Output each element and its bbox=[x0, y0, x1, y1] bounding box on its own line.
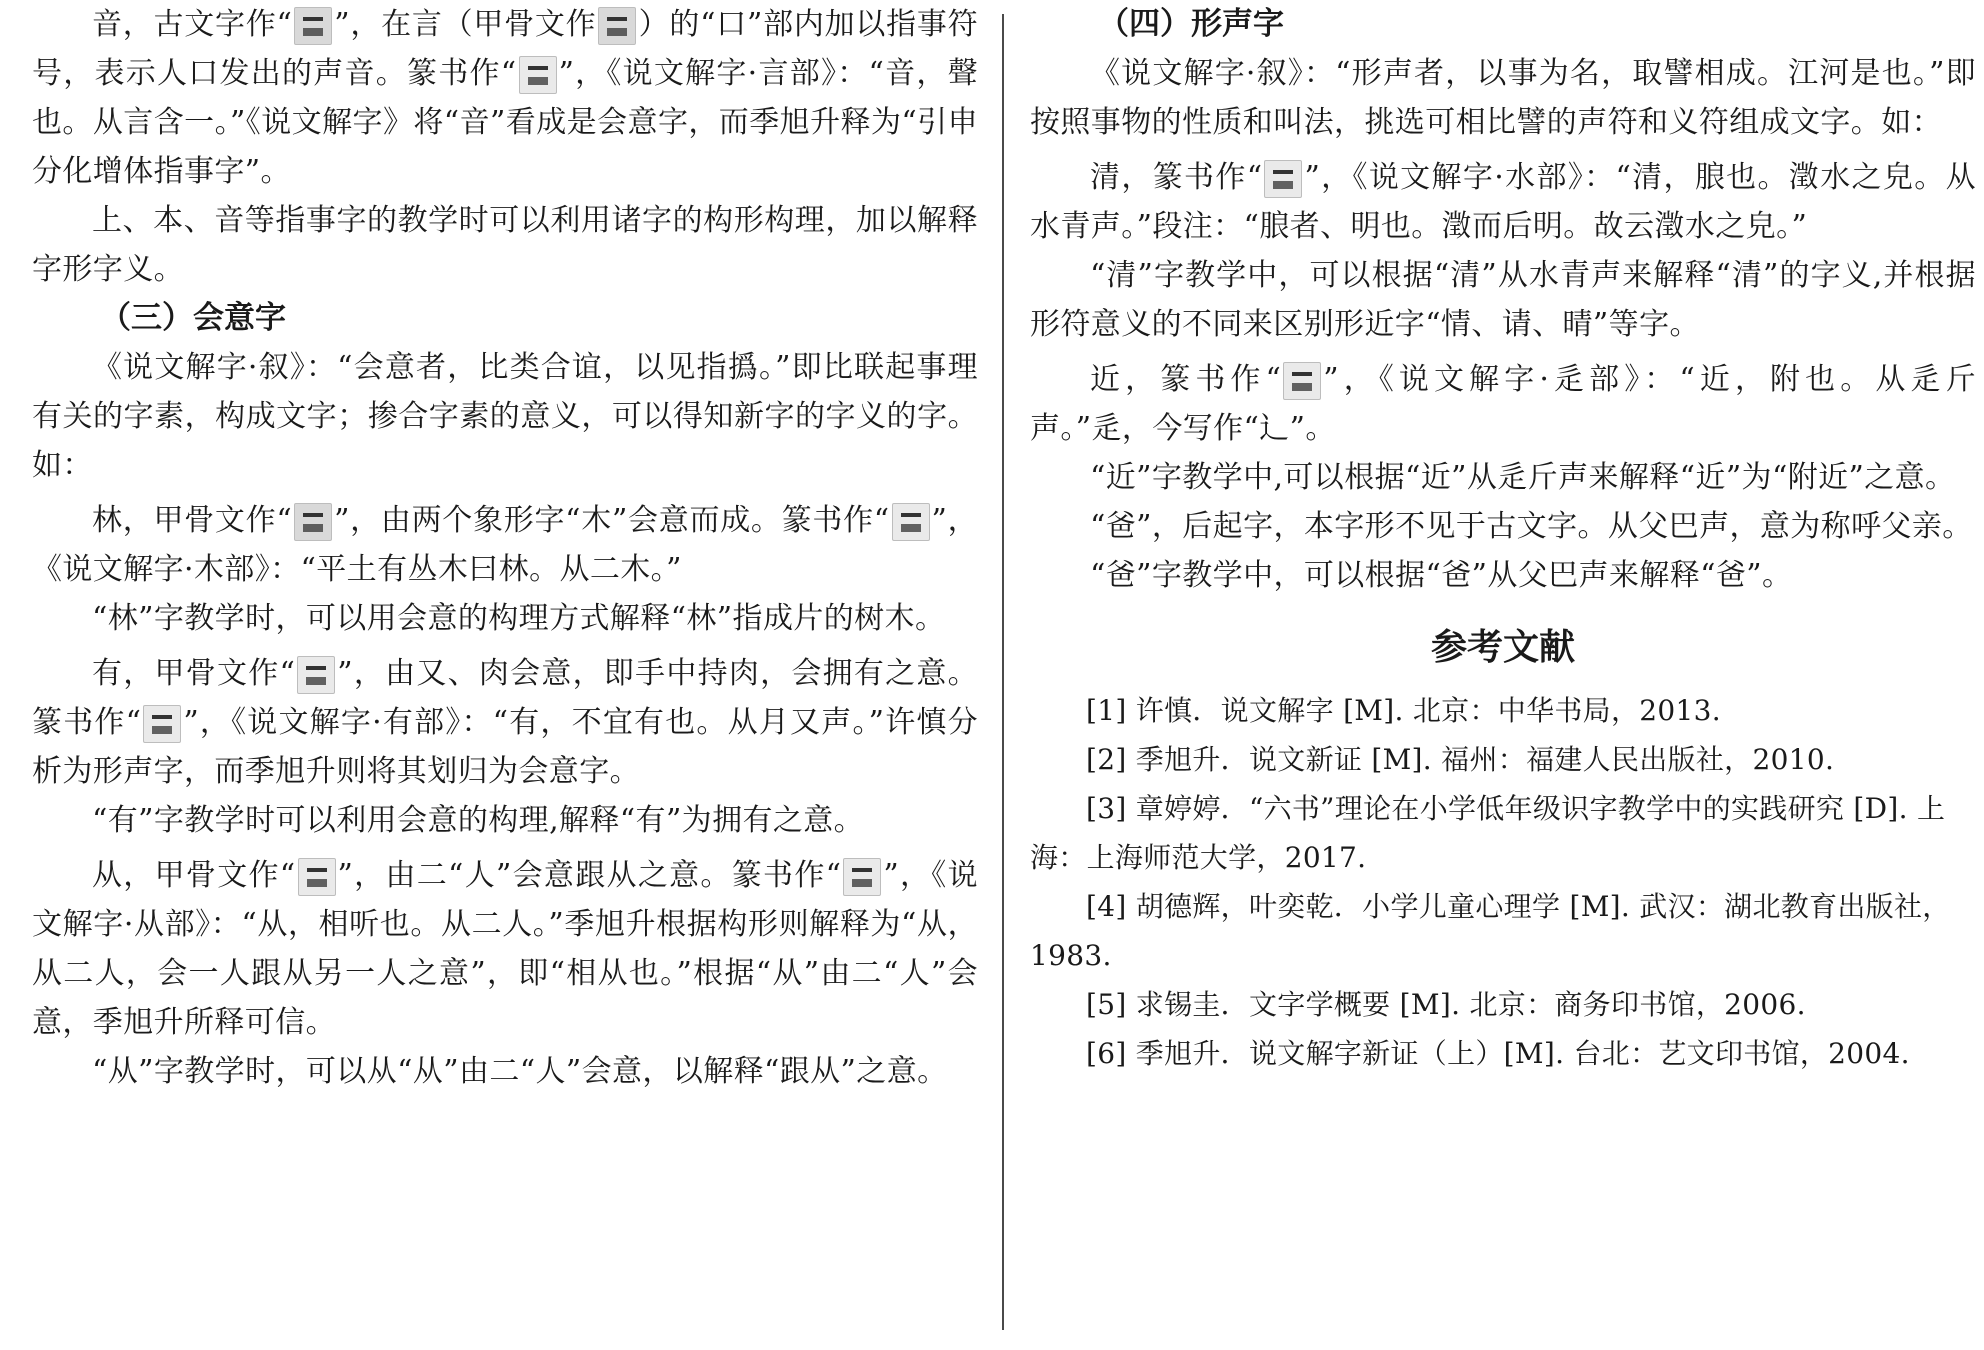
text-run: ”，由又、肉会意，即手中持肉，会拥有之意。篆书作“ bbox=[32, 656, 978, 740]
paragraph-ba-teaching: “爸”字教学中，可以根据“爸”从父巴声来解释“爸”。 bbox=[1090, 558, 1793, 593]
references-heading: 参考文献 bbox=[1430, 627, 1575, 668]
reference-list bbox=[1030, 686, 1976, 1078]
paragraph-jin-teaching: “近”字教学中,可以根据“近”从辵斤声来解释“近”为“附近”之意。 bbox=[1090, 460, 1956, 495]
paragraph-cong bbox=[32, 851, 978, 1047]
seal-script-glyph-image bbox=[519, 56, 557, 94]
paragraph-jin bbox=[1030, 355, 1976, 453]
paragraph-zhishi-teaching: 上、本、音等指事字的教学时可以利用诸字的构形构理，加以解释字形字义。 bbox=[32, 203, 978, 287]
reference-item: [4] 胡德辉，叶奕乾．小学儿童心理学 [M]. 武汉：湖北教育出版社，1983. bbox=[1030, 890, 1951, 972]
paragraph-qing bbox=[1030, 153, 1976, 251]
seal-script-glyph-image bbox=[843, 858, 881, 896]
seal-script-glyph-image bbox=[892, 503, 930, 541]
paragraph-huiyi-definition: 《说文解字·叙》：“会意者，比类合谊，以见指撝。”即比联起事理有关的字素，构成文字；掺合字素的意义，可以得知新字的字义的字。如： bbox=[32, 350, 978, 483]
text-run: 近，篆书作“ bbox=[1090, 362, 1282, 397]
text-run: ”，《说文解字·言部》：“音，聲也。从言含一。”《说文解字》将“音”看成是会意字，而季旭升释为“引申分化增体指事字”。 bbox=[32, 56, 978, 189]
seal-script-glyph-image bbox=[1264, 160, 1302, 198]
text-run: ”，《说文解字·辵部》：“近，附也。从辵斤声。”辵，今写作“辶”。 bbox=[1030, 362, 1976, 446]
text-run: ”，《说文解字·木部》：“平土有丛木曰林。从二木。” bbox=[32, 503, 979, 587]
right-column bbox=[1030, 0, 1976, 1078]
oracle-bone-glyph-image bbox=[298, 858, 336, 896]
text-run: 清，篆书作“ bbox=[1090, 160, 1263, 195]
reference-item: [6] 季旭升．说文解字新证（上）[M]. 台北：艺文印书馆，2004. bbox=[1086, 1037, 1910, 1070]
column-divider bbox=[1002, 14, 1004, 1330]
paragraph-xingsheng-definition: 《说文解字·叙》：“形声者，以事为名，取譬相成。江河是也。”即按照事物的性质和叫法，挑选可相比譬的声符和义符组成文字。如： bbox=[1030, 56, 1976, 140]
paragraph-yin bbox=[32, 0, 978, 196]
text-run: ”，《说文解字·从部》：“从，相听也。从二人。”季旭升根据构形则解释为“从，从二人，会一人跟从另一人之意”，即“相从也。”根据“从”由二“人”会意，季旭升所释可信。 bbox=[32, 858, 978, 1040]
paragraph-you-teaching: “有”字教学时可以利用会意的构理,解释“有”为拥有之意。 bbox=[92, 803, 865, 838]
oracle-bone-glyph-image bbox=[294, 503, 332, 541]
text-run: 音，古文字作“ bbox=[92, 7, 293, 42]
oracle-bone-glyph-image bbox=[297, 656, 335, 694]
left-column bbox=[32, 0, 978, 1096]
section-heading-huiyi: （三）会意字 bbox=[100, 300, 286, 336]
text-run: ”，在言（甲骨文作 bbox=[334, 7, 597, 42]
text-run: ”，由二“人”会意跟从之意。篆书作“ bbox=[337, 858, 842, 893]
seal-script-glyph-image bbox=[143, 705, 181, 743]
paragraph-qing-teaching: “清”字教学中，可以根据“清”从水青声来解释“清”的字义,并根据形符意义的不同来区别形近字“情、请、晴”等字。 bbox=[1030, 258, 1976, 342]
oracle-bone-glyph-image bbox=[598, 7, 636, 45]
reference-item: [5] 求锡圭．文字学概要 [M]. 北京：商务印书馆，2006. bbox=[1086, 988, 1806, 1021]
paragraph-lin bbox=[32, 496, 978, 594]
text-run: 林，甲骨文作“ bbox=[92, 503, 293, 538]
paragraph-lin-teaching: “林”字教学时，可以用会意的构理方式解释“林”指成片的树木。 bbox=[92, 601, 946, 636]
text-run: ）的“口”部内加以指事符号，表示人口发出的声音。篆书作“ bbox=[32, 7, 978, 91]
paragraph-ba: “爸”，后起字，本字形不见于古文字。从父巴声，意为称呼父亲。 bbox=[1090, 509, 1973, 544]
reference-item: [2] 季旭升．说文新证 [M]. 福州：福建人民出版社，2010. bbox=[1086, 743, 1835, 776]
text-run: ”，《说文解字·有部》：“有，不宜有也。从月又声。”许慎分析为形声字，而季旭升则将其划归为会意字。 bbox=[32, 705, 979, 789]
text-run: 有，甲骨文作“ bbox=[92, 656, 296, 691]
ancient-glyph-image bbox=[294, 7, 332, 45]
text-run: 从，甲骨文作“ bbox=[92, 858, 296, 893]
text-run: ”，由两个象形字“木”会意而成。篆书作“ bbox=[334, 503, 890, 538]
seal-script-glyph-image bbox=[1283, 362, 1321, 400]
text-run: ”，《说文解字·水部》：“清，朖也。澂水之皃。从水青声。”段注：“朖者、明也。澂而后明。故云澂水之皃。” bbox=[1030, 160, 1976, 244]
section-heading-xingsheng: （四）形声字 bbox=[1098, 6, 1284, 42]
paragraph-cong-teaching: “从”字教学时，可以从“从”由二“人”会意，以解释“跟从”之意。 bbox=[92, 1054, 948, 1089]
reference-item: [3] 章婷婷．“六书”理论在小学低年级识字教学中的实践研究 [D]. 上海：上海师范大学，2017. bbox=[1030, 792, 1946, 874]
reference-item: [1] 许慎．说文解字 [M]. 北京：中华书局，2013. bbox=[1086, 694, 1721, 727]
paragraph-you bbox=[32, 649, 978, 796]
